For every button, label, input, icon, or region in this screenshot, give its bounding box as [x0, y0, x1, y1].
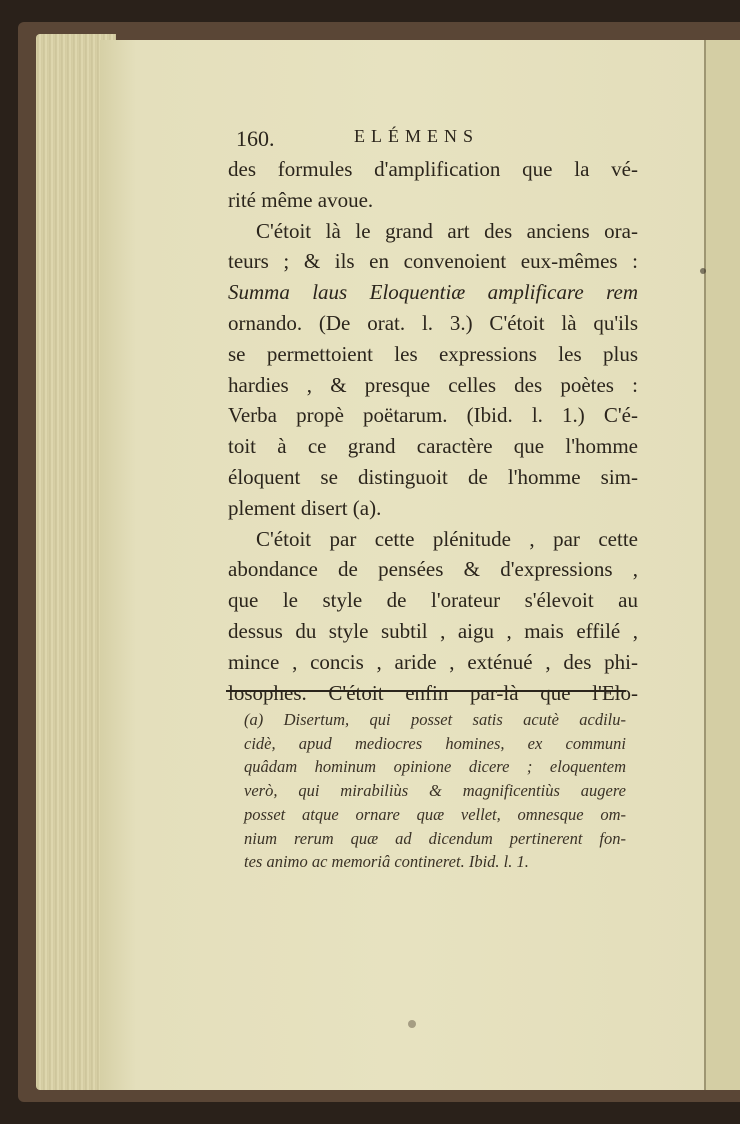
text-line: se permettoient les expressions les plus	[228, 341, 638, 366]
page-number: 160.	[236, 126, 275, 151]
text-line: C'étoit par cette plénitude , par cette	[256, 526, 638, 551]
footnote-rule	[226, 690, 626, 692]
page-header	[236, 126, 656, 152]
text-line: teurs ; & ils en convenoient eux-mêmes :	[228, 249, 638, 274]
text-line: éloquent se distinguoit de l'homme sim-	[228, 464, 638, 489]
text-line: Summa laus Eloquentiæ amplificare rem	[228, 280, 638, 305]
footnote-line: tes animo ac memoriâ contineret. Ibid. l. 1.	[244, 852, 529, 872]
text-line: des formules d'amplification que la vé-	[228, 157, 638, 181]
text-line: plement disert (a).	[228, 495, 382, 520]
text-line: mince , concis , aride , exténué , des phi-	[228, 649, 638, 674]
footnote-line: quâdam hominum opinione dicere ; eloquentem	[244, 757, 626, 777]
ink-spot	[700, 268, 706, 274]
footnote-line: cidè, apud mediocres homines, ex communi	[244, 733, 626, 753]
text-line: C'étoit là le grand art des anciens ora-	[256, 218, 638, 243]
facing-page-edge	[704, 40, 740, 1090]
running-head: ELÉMENS	[354, 126, 479, 146]
text-line: hardies , & presque celles des poètes :	[228, 372, 638, 397]
text-line: dessus du style subtil , aigu , mais effilé ,	[228, 618, 638, 643]
text-line: losophes. C'étoit enfin par-là que l'Elo-	[228, 680, 638, 705]
footnote-line: nium rerum quæ ad dicendum pertinerent fon-	[244, 828, 626, 848]
main-text	[228, 154, 638, 708]
text-line: que le style de l'orateur s'élevoit au	[228, 588, 638, 613]
footnote-line: (a) Disertum, qui posset satis acutè acdilu-	[244, 710, 626, 729]
ink-spot	[408, 1020, 416, 1028]
footnote-line: posset atque ornare quæ vellet, omnesque om-	[244, 804, 626, 824]
text-line: Verba propè poëtarum. (Ibid. l. 1.) C'é-	[228, 403, 638, 428]
text-line: abondance de pensées & d'expressions ,	[228, 557, 638, 582]
text-line: toit à ce grand caractère que l'homme	[228, 434, 638, 459]
footnote	[244, 708, 626, 874]
text-line: ornando. (De orat. l. 3.) C'étoit là qu'ils	[228, 310, 638, 335]
text-line: rité même avoue.	[228, 187, 374, 212]
footnote-line: verò, qui mirabiliùs & magnificentiùs augere	[244, 781, 626, 801]
